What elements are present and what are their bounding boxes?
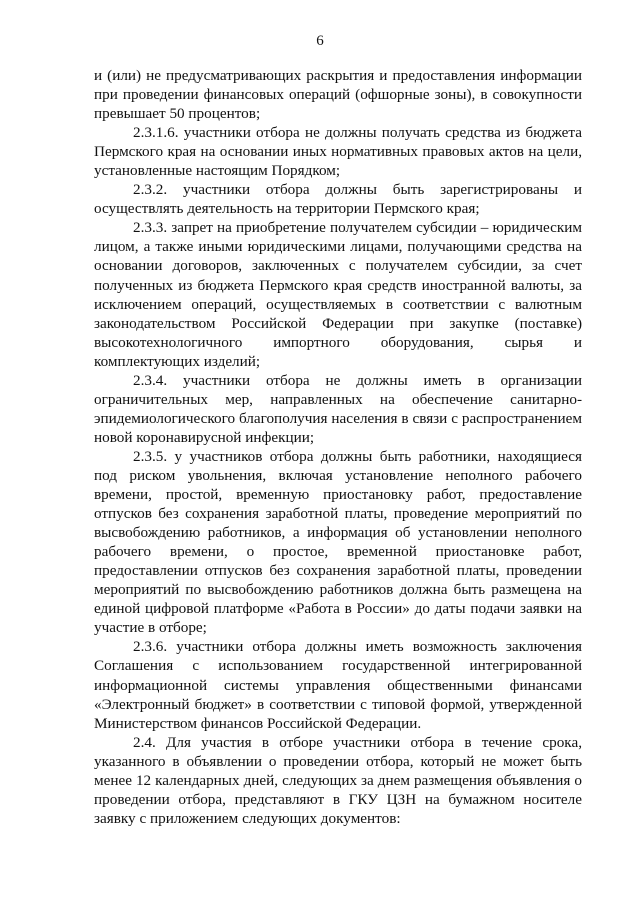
document-body: [94, 66, 582, 828]
paragraph-2-3-2: 2.3.2. участники отбора должны быть зарегистрированы и осуществлять деятельность на территории Пермского края;: [94, 181, 582, 218]
paragraph-2-3-3: 2.3.3. запрет на приобретение получателем субсидии – юридическим лицом, а также иными юридическими лицами, получающими средства на основании договоров, заключенных с получателем субсидии, за счет полученных из бюджета Пермского края средств иностранной валюты, за исключением операций, осуществляемых в соответствии с валютным законодательством Российской Федерации при закупке (поставке) высокотехнологичного импортного оборудования, сырья и комплектующих изделий;: [94, 219, 582, 370]
paragraph-2-4: 2.4. Для участия в отборе участники отбора в течение срока, указанного в объявлении о проведении отбора, который не может быть менее 12 календарных дней, следующих за днем размещения объявления о проведении отбора, представляют в ГКУ ЦЗН на бумажном носителе заявку с приложением следующих документов:: [94, 733, 582, 827]
paragraph-2-3-1-6: 2.3.1.6. участники отбора не должны получать средства из бюджета Пермского края на основании иных нормативных правовых актов на цели, установленные настоящим Порядком;: [94, 124, 582, 180]
paragraph-2-3-4: 2.3.4. участники отбора не должны иметь в организации ограничительных мер, направленных на обеспечение санитарно-эпидемиологического благополучия населения в связи с распространением новой коронавирусной инфекции;: [94, 371, 582, 446]
page-number: 6: [316, 33, 324, 49]
paragraph-2-3-6: 2.3.6. участники отбора должны иметь возможность заключения Соглашения с использованием государственной интегрированной информационной системы управления общественными финансами «Электронный бюджет» в соответствии с типовой формой, утвержденной Министерством финансов Российской Федерации.: [94, 638, 582, 732]
paragraph-continuation: и (или) не предусматривающих раскрытия и предоставления информации при проведении финансовых операций (офшорные зоны), в совокупности превышает 50 процентов;: [94, 67, 582, 123]
paragraph-2-3-5: 2.3.5. у участников отбора должны быть работники, находящиеся под риском увольнения, включая установление неполного рабочего времени, простой, временную приостановку работ, предоставление отпусков без сохранения заработной платы, проведение мероприятий по высвобождению работников, а информация об установлении неполного рабочего времени, о простое, временной приостановке работ, предоставлении отпусков без сохранения заработной платы, проведении мероприятий по высвобождению работников должна быть размещена на единой цифровой платформе «Работа в России» до даты подачи заявки на участие в отборе;: [94, 447, 582, 637]
